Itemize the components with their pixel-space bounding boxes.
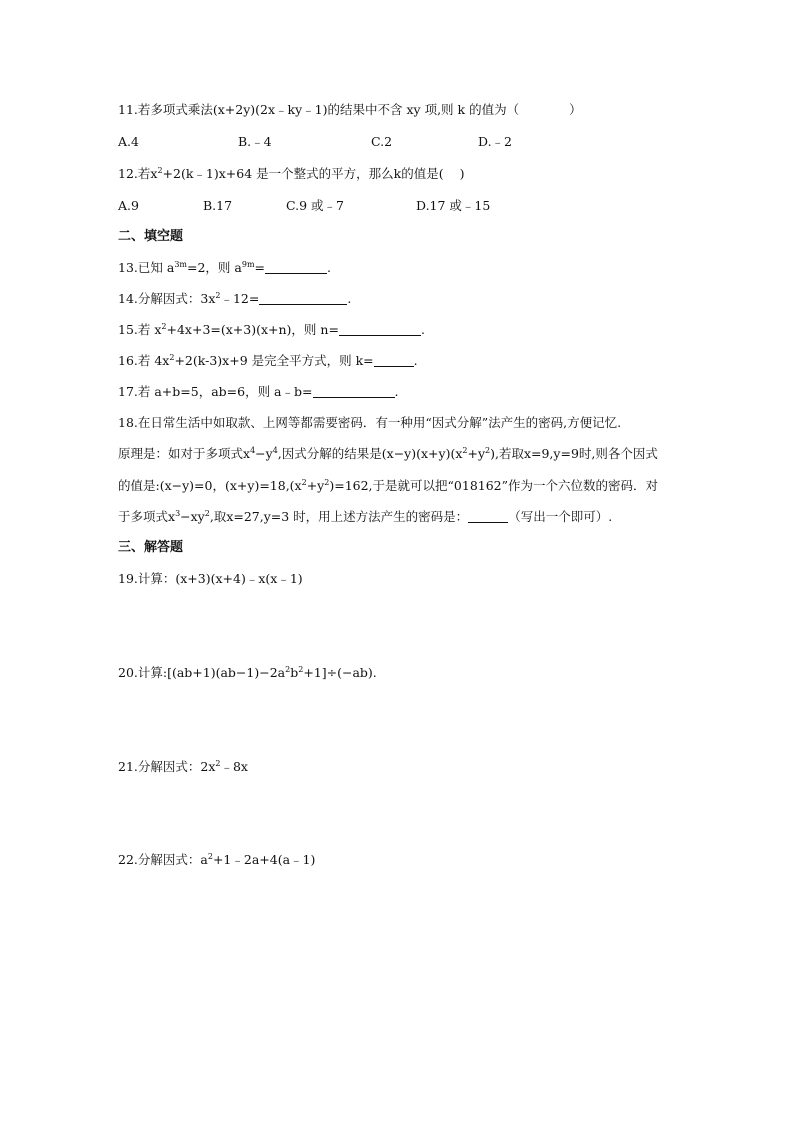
section-title-solve: 三、解答题 [118,540,184,555]
question-18-line-4: 于多项式$x^3-xy^2$,取x=27,y=3 时，用上述方法产生的密码是： （写出一个即可）. [118,509,613,524]
question-20: 20.计算$:[(ab+1)(ab-1)-2a^2b^2+1]\div(-ab)$. [118,665,377,680]
answer-blank[interactable] [468,510,508,523]
section-title-fill-in: 二、填空题 [118,229,184,244]
question-16: 16.若 $4x^2+2(k-3)x+9$ 是完全平方式，则 k= . [118,353,418,368]
answer-blank[interactable] [259,292,347,305]
question-18-line-3: 的值是:(x−y)=0，$(x+y)=18,(x^2+y^2)=162$,于是就可以把“018162”作为一个六位数的密码．对 [118,478,659,493]
answer-blank[interactable] [313,385,395,398]
answer-blank[interactable] [339,323,421,336]
option-d: D.﹣2 [478,134,513,149]
question-11-text: 11.若多项式乘法(x+2y)(2x﹣ky﹣1)的结果中不含 xy 项,则 k 的值为（ [118,102,520,117]
question-21: 21.分解因式：$2x^2﹣8x$ [118,759,248,774]
option-b: B.﹣4 [238,134,272,149]
option-d: D.17 或﹣15 [416,198,491,213]
option-a: A.9 [118,198,139,213]
answer-blank[interactable] [265,261,327,274]
question-19: 19.计算：(x+3)(x+4)﹣x(x﹣1) [118,571,303,586]
question-18-line-2: 原理是：如对于多项式$x^4-y^4$,因式分解的结果是$(x-y)(x+y)(x^2+y^2)$,若取x=9,y=9时,则各个因式 [118,446,658,461]
question-12: 12.若$x^2+2(k﹣1)x+64$ 是一个整式的平方，那么k的值是( ) [118,166,465,181]
question-18-line-1: 18.在日常生活中如取款、上网等都需要密码．有一种用“因式分解”法产生的密码,方便记忆. [118,415,622,430]
option-c: C.2 [371,134,393,149]
question-13: 13.已知 $a^{3m}=2$，则 $a^{9m}=$ . [118,260,332,275]
option-a: A.4 [118,134,139,149]
question-22: 22.分解因式：$a^2+1﹣2a+4(a﹣1)$ [118,852,316,867]
option-b: B.17 [203,198,233,213]
option-c: C.9 或﹣7 [286,198,344,213]
question-17: 17.若 a+b=5，ab=6，则 a﹣b= . [118,384,399,399]
question-14: 14.分解因式：$3x^2﹣12=$ . [118,291,352,306]
question-15: 15.若 $x^2+4x+3=(x+3)(x+n)$，则 n= . [118,322,425,337]
answer-blank[interactable] [374,354,414,367]
question-11: 11.若多项式乘法(x+2y)(2x﹣ky﹣1)的结果中不含 xy 项,则 k 的值为（ ） [118,102,582,117]
